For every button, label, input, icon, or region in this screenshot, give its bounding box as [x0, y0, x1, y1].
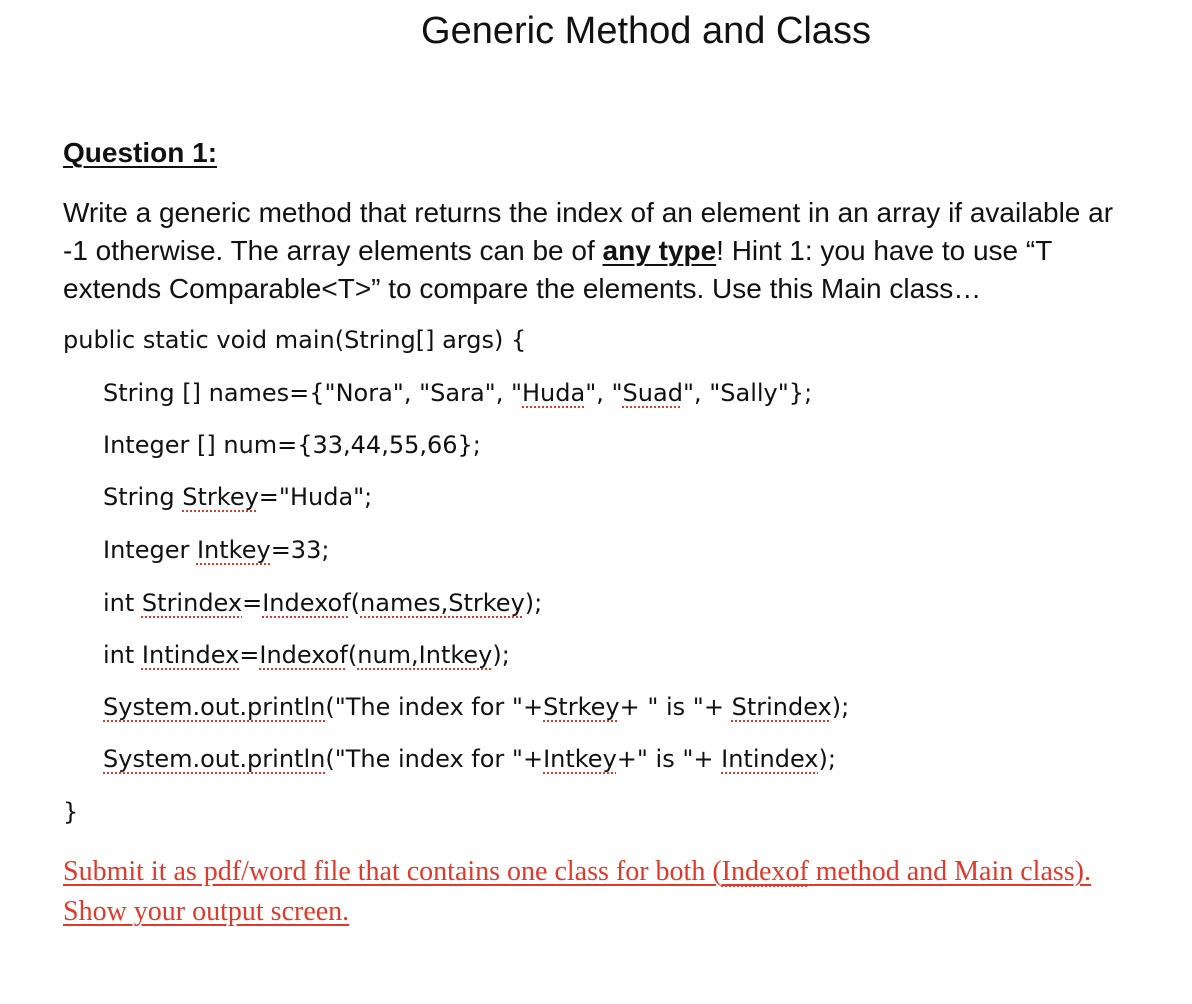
code-line-print-int	[103, 745, 836, 773]
spellcheck-word: System.out.println	[103, 745, 326, 773]
note-text: Submit it as pdf/word file that contains one class for both (	[63, 856, 722, 887]
submission-note	[63, 852, 1091, 932]
spellcheck-word: Intindex	[721, 745, 819, 773]
document-title: Generic Method and Class	[421, 10, 871, 52]
spellcheck-word: Strkey	[182, 483, 259, 511]
spellcheck-word: Huda	[522, 379, 586, 407]
note-line-2: Show your output screen.	[63, 896, 350, 927]
code-text: Integer	[103, 536, 197, 564]
spellcheck-word: Intkey	[543, 745, 617, 773]
code-text: );	[492, 641, 510, 669]
paragraph-line-2	[63, 232, 1192, 270]
code-text: =33;	[270, 536, 330, 564]
question-heading: Question 1:	[63, 137, 218, 168]
spellcheck-word: Intindex	[141, 641, 240, 669]
code-closing-brace: }	[63, 798, 79, 826]
paragraph-line-2-end: ! Hint 1: you have to use “T	[716, 235, 1053, 266]
code-main-signature: public static void main(String[] args) {	[63, 326, 527, 354]
code-text: ", "Sally"};	[682, 379, 813, 407]
code-text: + " is "+	[619, 693, 732, 721]
spellcheck-word: Indexof	[259, 641, 348, 669]
code-text: String [] names={"Nora", "Sara", "	[103, 379, 522, 407]
code-text: ="Huda";	[258, 483, 373, 511]
paragraph-line-1: Write a generic method that returns the index of an element in an array if available ar	[63, 197, 1114, 228]
code-text: int	[103, 589, 142, 617]
code-text: int	[103, 641, 142, 669]
spellcheck-word: Strindex	[731, 693, 832, 721]
any-type-emphasis: any type	[602, 235, 717, 266]
code-text: );	[831, 693, 850, 721]
code-text: ("The index for "+	[325, 693, 544, 721]
spellcheck-word: Strindex	[141, 589, 243, 617]
code-line-strindex	[103, 589, 542, 617]
spellcheck-word: Suad	[622, 379, 683, 407]
code-text: );	[524, 589, 543, 617]
spellcheck-word: Indexof	[262, 589, 351, 617]
code-line-intindex	[103, 641, 510, 669]
code-text: (	[350, 589, 361, 617]
spellcheck-word: Strkey	[543, 693, 620, 721]
code-text: );	[818, 745, 836, 773]
spellcheck-word: System.out.println	[103, 693, 326, 721]
code-line-strkey	[103, 483, 372, 511]
code-text: =	[242, 589, 263, 617]
code-text: String	[103, 483, 183, 511]
note-line-1	[63, 852, 1091, 892]
spellcheck-word: Intkey	[196, 536, 271, 564]
code-line-names	[103, 379, 812, 407]
paragraph-line-2-start: -1 otherwise. The array elements can be of	[63, 235, 603, 266]
spellcheck-word: Indexof	[721, 856, 809, 887]
code-text: (	[347, 641, 358, 669]
code-text: ", "	[585, 379, 623, 407]
code-line-intkey	[103, 536, 329, 564]
spellcheck-word: names,Strkey	[360, 589, 525, 617]
spellcheck-word: num,Intkey	[357, 641, 493, 669]
paragraph-line-3: extends Comparable<T>” to compare the elements. Use this Main class…	[63, 273, 982, 304]
code-text: +" is "+	[616, 745, 722, 773]
code-text: =	[239, 641, 260, 669]
code-text: ("The index for "+	[325, 745, 544, 773]
question-paragraph	[63, 194, 1192, 308]
code-line-print-str	[103, 693, 849, 721]
note-text: method and Main class).	[808, 856, 1092, 887]
code-line-num: Integer [] num={33,44,55,66};	[103, 431, 481, 459]
